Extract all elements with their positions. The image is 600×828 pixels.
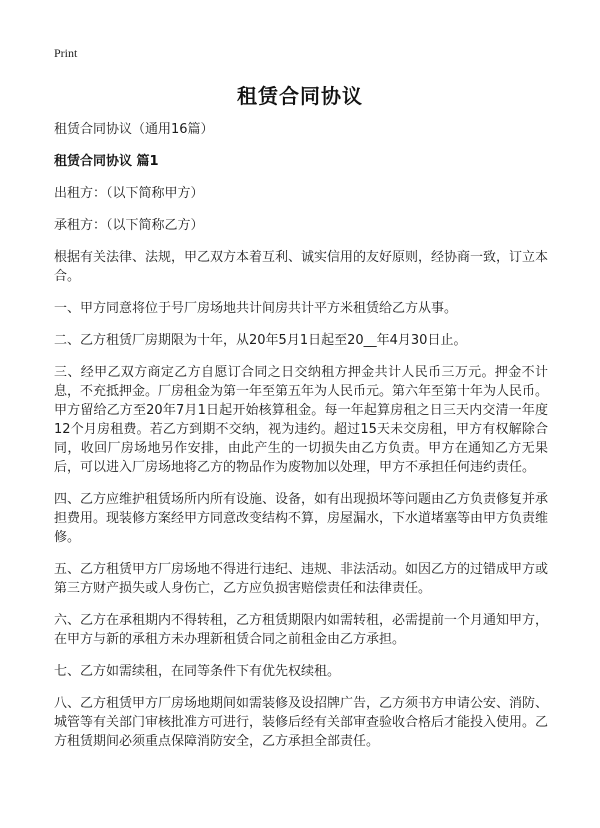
lessee-line: 承租方：（以下简称乙方） [54, 218, 204, 233]
section-heading: 租赁合同协议 篇1 [54, 154, 159, 169]
clause-2: 二、乙方租赁厂房期限为十年，从20年5月1日起至20__年4月30日止。 [54, 333, 467, 348]
clause-8: 八、乙方租赁甲方厂房场地期间如需装修及设招牌广告，乙方须书方申请公安、消防、城管等有关部门审核批准方可进行，装修后经有关部审查验收合格后才能投入使用。乙方租赁期间必须重点保障消防安全，乙方承担全部责任。 [54, 696, 549, 749]
clause-4: 四、乙方应维护租赁场所内所有设施、设备，如有出现损坏等问题由乙方负责修复并承担费用。现装修方案经甲方同意改变结构不算，房屋漏水，下水道堵塞等由甲方负责维修。 [54, 492, 549, 545]
lessor-line: 出租方：（以下简称甲方） [54, 186, 204, 201]
clause-7: 七、乙方如需续租，在同等条件下有优先权续租。 [54, 664, 341, 679]
clause-1: 一、甲方同意将位于号厂房场地共计间房共计平方米租赁给乙方从事。 [54, 301, 458, 316]
page-title: 租赁合同协议 [237, 84, 363, 108]
clause-6: 六、乙方在承租期内不得转租，乙方租赁期限内如需转租，必需提前一个月通知甲方，在甲方与新的承租方未办理新租赁合同之前租金由乙方承担。 [54, 613, 549, 647]
clause-3: 三、经甲乙双方商定乙方自愿订合同之日交纳租方押金共计人民币三万元。押金不计息，不充抵押金。厂房租金为第一年至第五年为人民币元。第六年至第十年为人民币。甲方留给乙方至20年7月1日起开始核算租金。每一年起算房租之日三天内交清一年度12个月房租费。若乙方到期不交纳，视为违约。超过15天未交房租，甲方有权解除合同，收回厂房场地另作安排，由此产生的一切损失由乙方负责。甲方在通知乙方无果后，可以进入厂房场地将乙方的物品作为废物加以处理，甲方不承担任何违约责任。 [54, 365, 549, 475]
preamble-paragraph: 根据有关法律、法规，甲乙双方本着互利、诚实信用的友好原则，经协商一致，订立本合。 [54, 250, 549, 284]
document-subtitle: 租赁合同协议（通用16篇） [54, 122, 214, 137]
document-body [54, 120, 548, 764]
print-link[interactable]: Print [54, 46, 78, 60]
clause-5: 五、乙方租赁甲方厂房场地不得进行违纪、违规、非法活动。如因乙方的过错成甲方或第三方财产损失或人身伤亡，乙方应负损害赔偿责任和法律责任。 [54, 562, 549, 596]
